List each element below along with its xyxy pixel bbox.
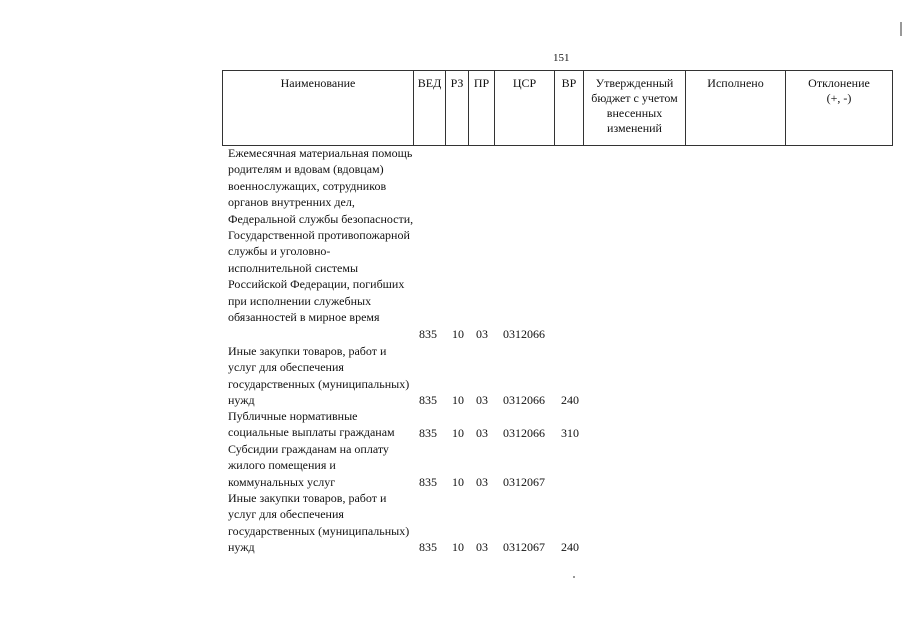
header-executed: Исполнено (685, 71, 785, 145)
row-4-name: Субсидии гражданам на оплату жилого помещения и коммунальных услуг (228, 442, 389, 489)
row-5-csr: 0312067 (503, 540, 545, 554)
page-number: 151 (553, 52, 570, 64)
row-3-rz: 10 (452, 426, 464, 440)
row-3-pr: 03 (476, 426, 488, 440)
header-budget: Утвержденный бюджет с учетом внесенных изменений (583, 71, 685, 145)
row-1-pr: 03 (476, 327, 488, 341)
row-5-vr: 240 (561, 540, 579, 554)
header-rz: РЗ (445, 71, 468, 145)
row-3-name: Публичные нормативные социальные выплаты гражданам (228, 409, 395, 440)
header-vr: ВР (554, 71, 583, 145)
header-name: Наименование (222, 71, 413, 145)
row-3-csr: 0312066 (503, 426, 545, 440)
row-2-name: Иные закупки товаров, работ и услуг для обеспечения государственных (муниципальных) нужд (228, 344, 410, 408)
row-5-pr: 03 (476, 540, 488, 554)
row-4-csr: 0312067 (503, 475, 545, 489)
scan-edge-mark (900, 22, 902, 36)
row-1-name: Ежемесячная материальная помощь родителям и вдовам (вдовцам) военнослужащих, сотрудников органов внутренних дел, Федеральной службы безопасности, Государственной противопожарной службы и уголовно-исполнительной системы Российской Федерации, погибших при исполнении служебных обязанностей в мирное время (228, 146, 414, 325)
row-4-pr: 03 (476, 475, 488, 489)
row-2-ved: 835 (419, 393, 437, 407)
row-4-ved: 835 (419, 475, 437, 489)
header-deviation: Отклонение (+, -) (785, 71, 893, 145)
header-csr: ЦСР (494, 71, 554, 145)
table-header (222, 70, 893, 146)
row-1-rz: 10 (452, 327, 464, 341)
row-1-csr: 0312066 (503, 327, 545, 341)
row-1-ved: 835 (419, 327, 437, 341)
row-5-rz: 10 (452, 540, 464, 554)
row-3-vr: 310 (561, 426, 579, 440)
row-2-pr: 03 (476, 393, 488, 407)
row-2-csr: 0312066 (503, 393, 545, 407)
scan-speck (573, 576, 575, 578)
header-pr: ПР (468, 71, 494, 145)
row-5-ved: 835 (419, 540, 437, 554)
row-2-vr: 240 (561, 393, 579, 407)
row-2-rz: 10 (452, 393, 464, 407)
row-5-name: Иные закупки товаров, работ и услуг для обеспечения государственных (муниципальных) нужд (228, 491, 410, 555)
header-ved: ВЕД (413, 71, 445, 145)
row-3-ved: 835 (419, 426, 437, 440)
row-4-rz: 10 (452, 475, 464, 489)
